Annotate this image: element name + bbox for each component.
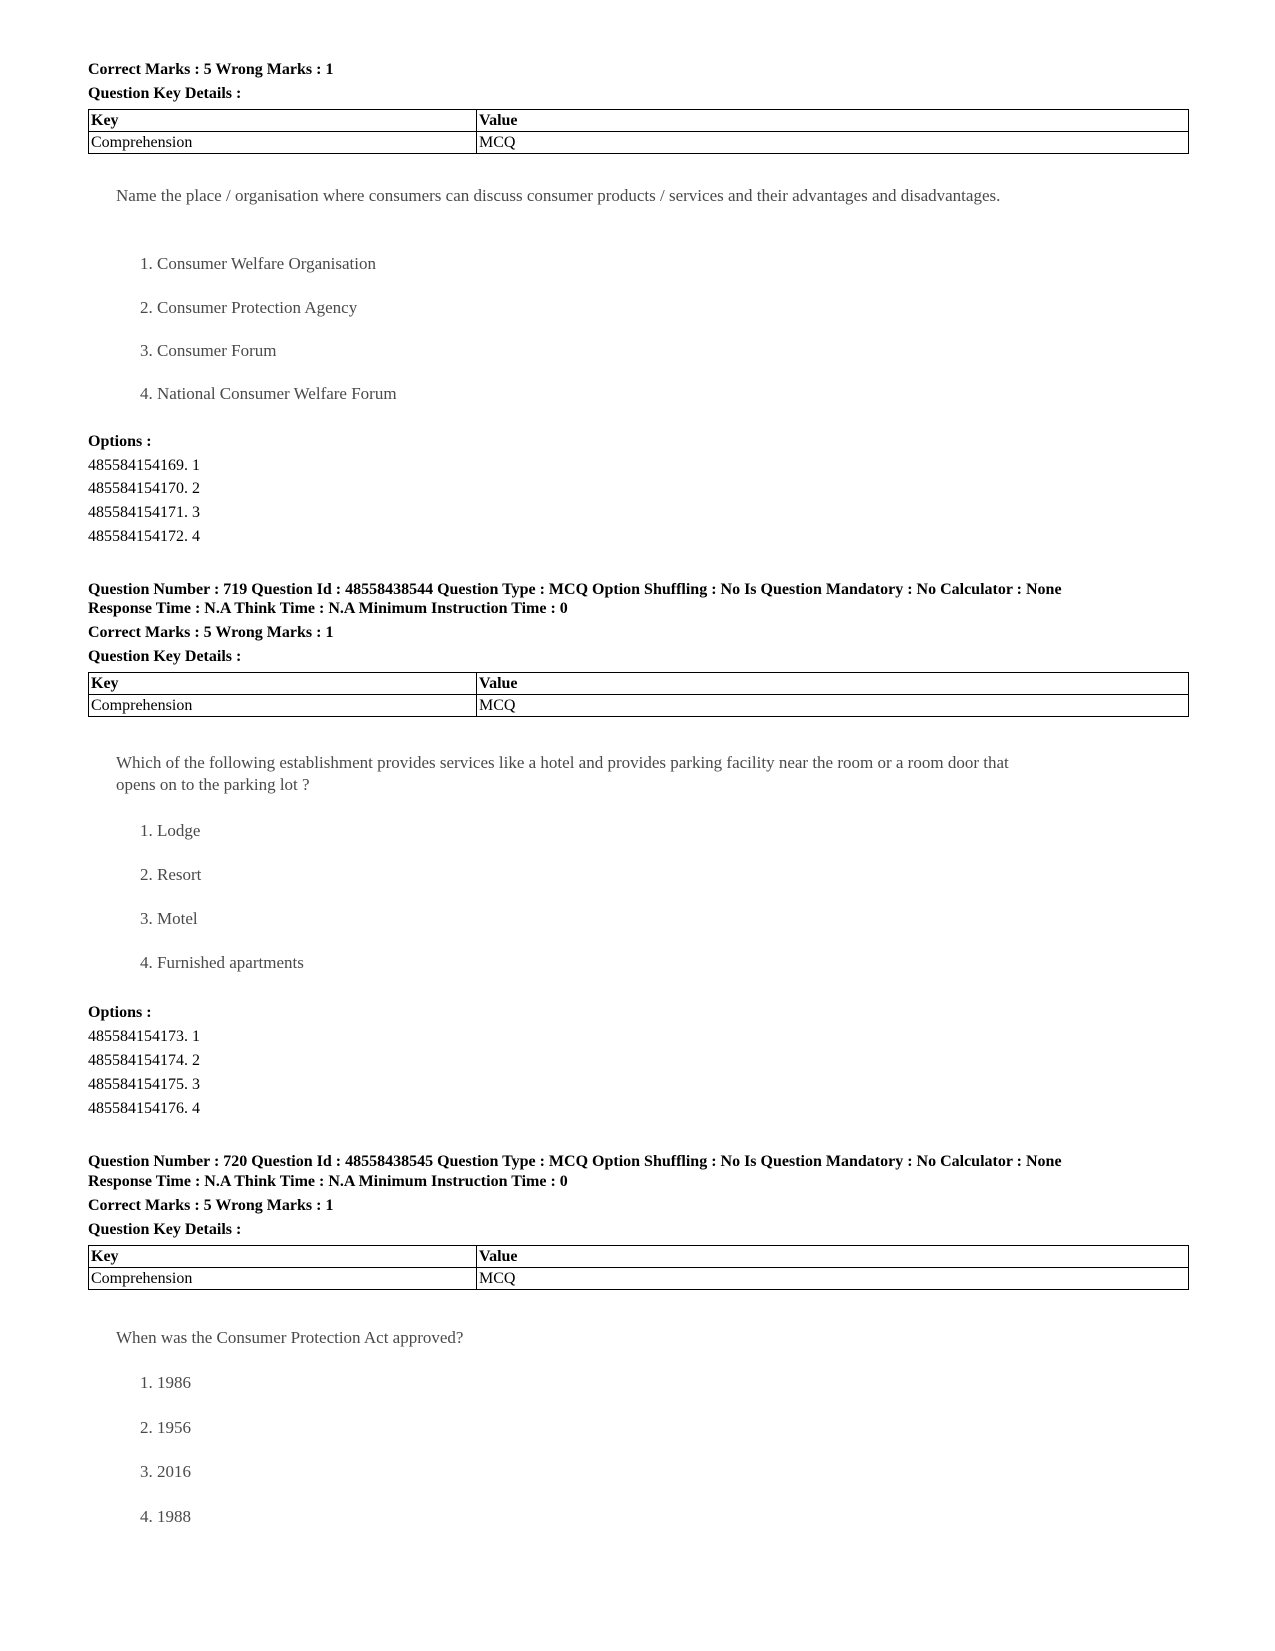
choice-item: 4. National Consumer Welfare Forum xyxy=(140,384,397,403)
option-item: 485584154170. 2 xyxy=(88,480,200,497)
question-timing: Response Time : N.A Think Time : N.A Minimum Instruction Time : 0 xyxy=(88,1173,568,1190)
question-key-table xyxy=(88,109,1189,154)
question-timing: Response Time : N.A Think Time : N.A Minimum Instruction Time : 0 xyxy=(88,600,568,617)
correct-marks-line: Correct Marks : 5 Wrong Marks : 1 xyxy=(88,1197,334,1214)
question-key-details-label: Question Key Details : xyxy=(88,85,242,102)
value-header: Value xyxy=(477,1246,1189,1268)
choice-item: 4. 1988 xyxy=(140,1507,191,1526)
question-image xyxy=(116,185,1016,415)
choice-item: 3. Motel xyxy=(140,909,198,928)
choice-item: 2. 1956 xyxy=(140,1418,191,1437)
option-item: 485584154172. 4 xyxy=(88,528,200,545)
key-cell: Comprehension xyxy=(89,695,477,717)
value-cell: MCQ xyxy=(477,695,1189,717)
value-header: Value xyxy=(477,673,1189,695)
question-text: Name the place / organisation where consumers can discuss consumer products / services and their advantages and disadvantages. xyxy=(116,186,1001,205)
option-item: 485584154174. 2 xyxy=(88,1052,200,1069)
question-image xyxy=(116,1327,1016,1547)
choice-item: 3. 2016 xyxy=(140,1462,191,1481)
choice-item: 1. Consumer Welfare Organisation xyxy=(140,254,376,273)
question-header: Question Number : 719 Question Id : 48558438544 Question Type : MCQ Option Shuffling : No Is Question Mandatory : No Calculator : None xyxy=(88,581,1062,598)
key-header: Key xyxy=(89,673,477,695)
options-label: Options : xyxy=(88,1004,152,1021)
option-item: 485584154175. 3 xyxy=(88,1076,200,1093)
correct-marks-line: Correct Marks : 5 Wrong Marks : 1 xyxy=(88,61,334,78)
value-cell: MCQ xyxy=(477,1268,1189,1290)
choice-item: 2. Consumer Protection Agency xyxy=(140,298,358,317)
correct-marks-line: Correct Marks : 5 Wrong Marks : 1 xyxy=(88,624,334,641)
question-text: When was the Consumer Protection Act approved? xyxy=(116,1328,464,1347)
option-item: 485584154169. 1 xyxy=(88,457,200,474)
key-header: Key xyxy=(89,110,477,132)
question-key-details-label: Question Key Details : xyxy=(88,648,242,665)
choice-item: 3. Consumer Forum xyxy=(140,341,277,360)
question-image xyxy=(116,752,1016,982)
value-header: Value xyxy=(477,110,1189,132)
value-cell: MCQ xyxy=(477,132,1189,154)
question-key-details-label: Question Key Details : xyxy=(88,1221,242,1238)
choice-item: 1. 1986 xyxy=(140,1373,191,1392)
choice-item: 4. Furnished apartments xyxy=(140,953,304,972)
options-label: Options : xyxy=(88,433,152,450)
option-item: 485584154173. 1 xyxy=(88,1028,200,1045)
question-header: Question Number : 720 Question Id : 48558438545 Question Type : MCQ Option Shuffling : No Is Question Mandatory : No Calculator : None xyxy=(88,1153,1062,1170)
question-key-table xyxy=(88,1245,1189,1290)
option-item: 485584154176. 4 xyxy=(88,1100,200,1117)
key-cell: Comprehension xyxy=(89,1268,477,1290)
key-cell: Comprehension xyxy=(89,132,477,154)
choice-item: 2. Resort xyxy=(140,865,202,884)
question-text: Which of the following establishment provides services like a hotel and provides parking facility near the room or a room door that opens on to the parking lot ? xyxy=(116,753,1009,794)
option-item: 485584154171. 3 xyxy=(88,504,200,521)
question-key-table xyxy=(88,672,1189,717)
choice-item: 1. Lodge xyxy=(140,821,201,840)
key-header: Key xyxy=(89,1246,477,1268)
